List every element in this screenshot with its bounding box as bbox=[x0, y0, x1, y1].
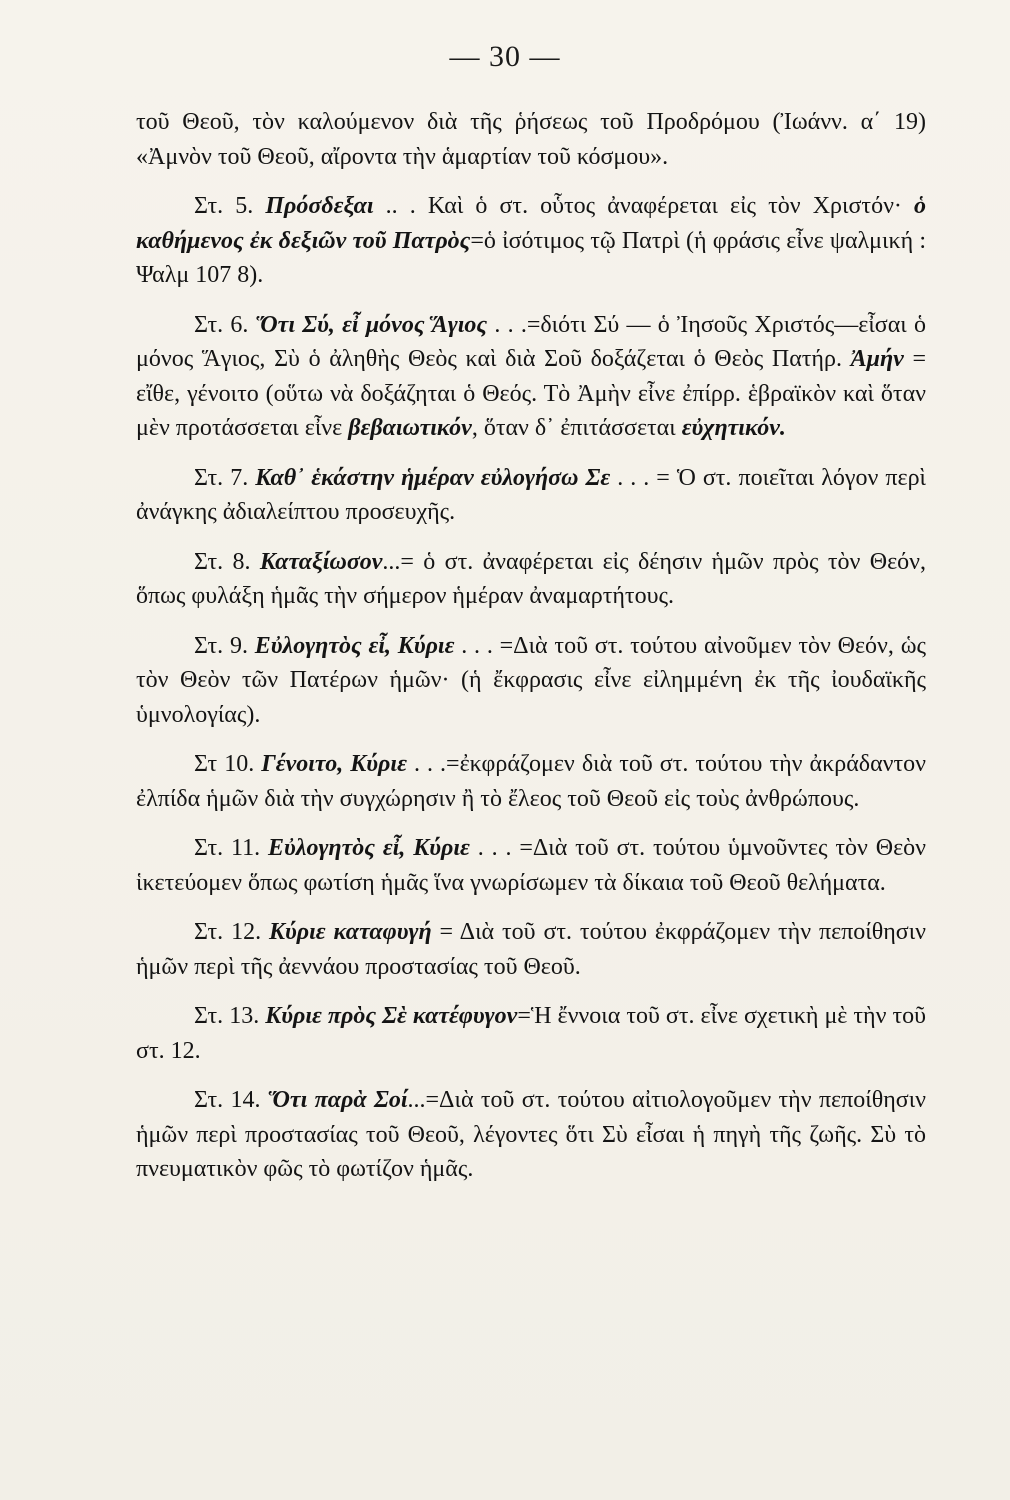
verse-quote: Πρόσδεξαι bbox=[265, 193, 374, 219]
verse-commentary: . . . =Διὰ τοῦ στ. τούτου αἰνοῦμεν τὸν Θεόν, ὡς τὸν Θεὸν τῶν Πατέρων ἡμῶν· (ἡ ἔκφρασις εἶνε εἰλημμένη ἐκ τῆς ἰουδαϊκῆς ὑμνολογίας). bbox=[136, 632, 926, 728]
verse-quote-2: Ἀμήν bbox=[850, 346, 904, 372]
verse-quote: Καταξίωσον bbox=[259, 548, 383, 575]
verse-quote: Ὅτι παρὰ Σοί bbox=[267, 1087, 408, 1113]
verse-quote: Γένοιτο, Κύριε bbox=[261, 751, 407, 777]
verse-commentary: ...= ὁ στ. ἀναφέρεται εἰς δέησιν ἡμῶν πρὸς τὸν Θεόν, ὅπως φυλάξη ἡμᾶς τὴν σήμερον ἡμέραν ἀναμαρτήτους. bbox=[136, 548, 927, 609]
verse-label: Στ. 8. bbox=[194, 548, 260, 575]
verse-commentary: . . .=διότι Σύ — ὁ Ἰησοῦς Χριστός—εἶσαι ὁ μόνος Ἅγιος, Σὺ ὁ ἀληθὴς Θεὸς καὶ διὰ Σοῦ δοξάζεται ὁ Θεὸς Πατήρ. bbox=[136, 311, 926, 372]
body-text bbox=[136, 105, 926, 1202]
paragraph-verse-13 bbox=[136, 999, 926, 1068]
verse-label: Στ. 13. bbox=[194, 1003, 266, 1029]
paragraph-verse-14 bbox=[136, 1083, 926, 1187]
paragraph-verse-9 bbox=[136, 629, 926, 733]
verse-commentary-3: , ὅταν δ᾿ ἐπιτάσσεται bbox=[471, 415, 682, 441]
paragraph-verse-11 bbox=[136, 831, 926, 900]
verse-commentary: =Ἡ ἔννοια τοῦ στ. εἶνε σχετικὴ μὲ τὴν τοῦ στ. 12. bbox=[136, 1003, 927, 1064]
verse-label: Στ. 12. bbox=[194, 919, 269, 945]
verse-quote: Καθ᾿ ἑκάστην ἡμέραν εὐλογήσω Σε bbox=[255, 464, 611, 491]
verse-quote: Κύριε καταφυγή bbox=[269, 919, 432, 945]
verse-label: Στ. 7. bbox=[194, 464, 256, 491]
verse-label: Στ 10. bbox=[194, 751, 262, 777]
verse-quote: Κύριε πρὸς Σὲ κατέφυγον bbox=[265, 1003, 518, 1029]
verse-quote-2: ὁ καθήμενος ἐκ δεξιῶν τοῦ Πατρὸς bbox=[136, 193, 926, 254]
verse-label: Στ. 5. bbox=[194, 193, 266, 219]
verse-quote-4: εὐχητικόν. bbox=[681, 415, 786, 441]
verse-quote: Εὐλογητὸς εἶ, Κύριε bbox=[268, 835, 470, 861]
paragraph-verse-10 bbox=[136, 747, 926, 816]
paragraph-verse-8 bbox=[136, 545, 926, 614]
verse-quote: Εὐλογητὸς εἶ, Κύριε bbox=[254, 632, 455, 659]
verse-commentary-2: = εἴθε, γένοιτο (οὕτω νὰ δοξάζηται ὁ Θεός. Τὸ Ἀμὴν εἶνε ἐπίρρ. ἑβραϊκὸν καὶ ὅταν μὲν προτάσσεται εἶνε bbox=[136, 346, 926, 441]
verse-quote: Ὅτι Σύ, εἶ μόνος Ἅγιος bbox=[255, 311, 488, 338]
verse-commentary-2: =ὁ ἰσότιμος τῷ Πατρὶ (ἡ φράσις εἶνε ψαλμική : Ψαλμ 107 8). bbox=[136, 227, 926, 288]
verse-label: Στ. 9. bbox=[194, 632, 255, 659]
verse-commentary: = Διὰ τοῦ στ. τούτου ἐκφράζομεν τὴν πεποίθησιν ἡμῶν περὶ τῆς ἀεννάου προστασίας τοῦ Θεοῦ. bbox=[136, 919, 927, 980]
verse-commentary: . . .=ἐκφράζομεν διὰ τοῦ στ. τούτου τὴν ἀκράδαντον ἐλπίδα ἡμῶν διὰ τὴν συγχώρησιν ἢ τὸ ἔλεος τοῦ Θεοῦ εἰς τοὺς ἀνθρώπους. bbox=[136, 751, 927, 812]
paragraph-text: τοῦ Θεοῦ, τὸν καλούμενον διὰ τῆς ῥήσεως τοῦ Προδρόμου (Ἰωάνν. α΄ 19) «Ἀμνὸν τοῦ Θεοῦ, αἴροντα τὴν ἁμαρτίαν τοῦ κόσμου». bbox=[136, 109, 926, 170]
page-number: — 30 — bbox=[449, 40, 561, 73]
verse-commentary: . . . =Διὰ τοῦ στ. τούτου ὑμνοῦντες τὸν Θεὸν ἱκετεύομεν ὅπως φωτίση ἡμᾶς ἵνα γνωρίσωμεν τὰ δίκαια τοῦ Θεοῦ θελήματα. bbox=[136, 835, 926, 896]
verse-commentary: .. . Καὶ ὁ στ. οὗτος ἀναφέρεται εἰς τὸν Χριστόν· bbox=[373, 193, 914, 219]
paragraph-verse-7 bbox=[136, 461, 926, 530]
paragraph-continuation bbox=[136, 105, 926, 174]
verse-commentary: . . . = Ὁ στ. ποιεῖται λόγον περὶ ἀνάγκης ἀδιαλείπτου προσευχῆς. bbox=[136, 464, 927, 525]
verse-quote-3: βεβαιωτικόν bbox=[348, 415, 472, 441]
verse-label: Στ. 14. bbox=[194, 1087, 268, 1113]
paragraph-verse-12 bbox=[136, 915, 926, 984]
paragraph-verse-6 bbox=[136, 308, 926, 446]
verse-label: Στ. 11. bbox=[194, 835, 269, 861]
verse-commentary: ...=Διὰ τοῦ στ. τούτου αἰτιολογοῦμεν τὴν πεποίθησιν ἡμῶν περὶ προστασίας τοῦ Θεοῦ, λέγοντες ὅτι Σὺ εἶσαι ἡ πηγὴ τῆς ζωῆς. Σὺ τὸ πνευματικὸν φῶς τὸ φωτίζον ἡμᾶς. bbox=[136, 1087, 926, 1182]
verse-label: Στ. 6. bbox=[194, 311, 256, 338]
paragraph-verse-5 bbox=[136, 189, 926, 293]
